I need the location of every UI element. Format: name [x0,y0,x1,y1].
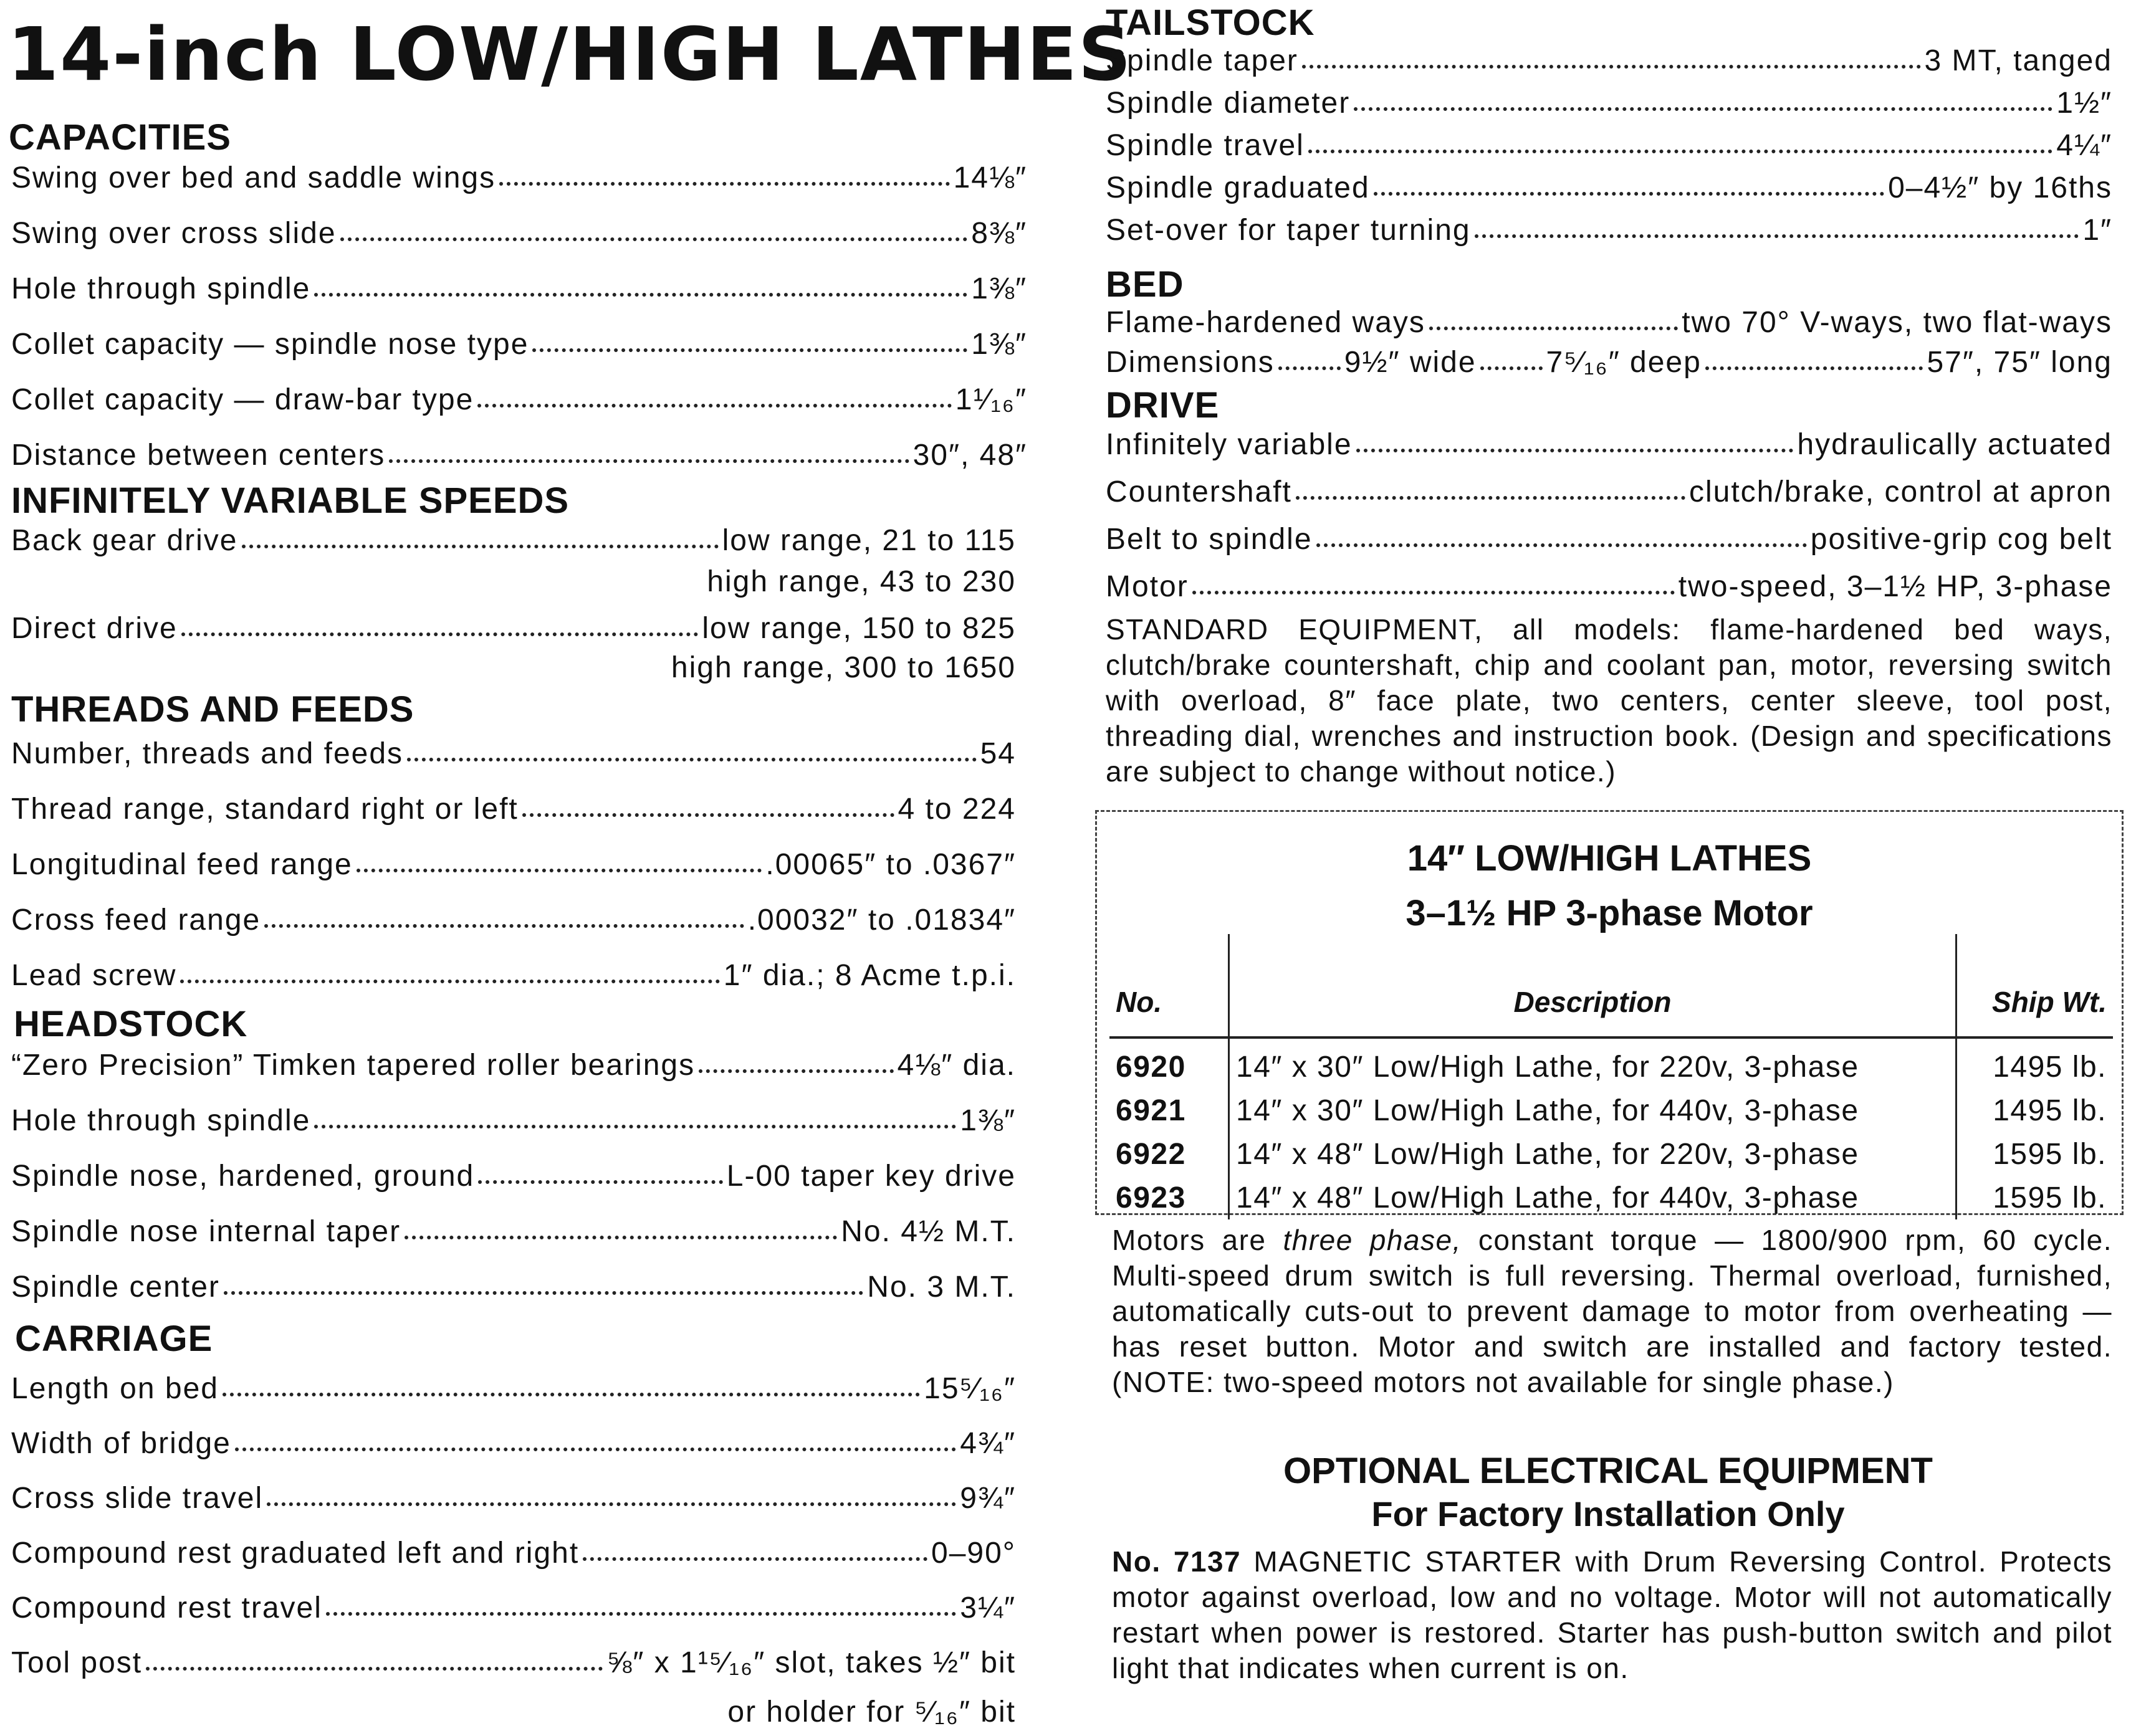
spec-label: Hole through spindle [11,1104,311,1137]
cell-description: 14″ x 48″ Low/High Lathe, for 440v, 3-phase [1229,1176,1956,1219]
spec-row [11,330,1027,360]
spec-label: Motor [1106,570,1189,603]
spec-value: 54 [980,737,1016,770]
spec-value: 4¼″ [2056,129,2112,162]
spec-row [1106,131,2112,161]
price-table-title: 14″ LOW/HIGH LATHES [1407,838,1812,879]
spec-row [1106,308,2112,338]
leader-dots [477,404,951,408]
spec-value: 1⅜″ [971,272,1027,305]
spec-label: Length on bed [11,1372,219,1405]
spec-label: Collet capacity — draw-bar type [11,383,474,416]
spec-value: low range, 150 to 825 [702,612,1016,645]
leader-dots [499,182,949,186]
bed-heading: BED [1106,264,1184,305]
leader-dots [1192,591,1675,594]
leader-dots [224,1291,863,1295]
spec-row [11,1648,1016,1678]
cell-catalog-no: 6923 [1116,1181,1186,1214]
leader-dots [389,459,909,463]
spec-value: ⅝″ x 1¹⁵⁄₁₆″ slot, takes ½″ bit [606,1646,1016,1679]
spec-value-continued: high range, 300 to 1650 [671,651,1016,684]
cell-catalog-no: 6922 [1116,1137,1186,1171]
spec-value: hydraulically actuated [1797,428,2112,461]
cell-ship-weight: 1595 lb. [1956,1132,2114,1176]
leader-dots [1475,234,2079,238]
spec-row [11,1051,1016,1080]
leader-dots [1374,192,1884,196]
spec-label: Compound rest travel [11,1591,322,1624]
spec-value-continued: or holder for ⁵⁄₁₆″ bit [727,1695,1016,1729]
dim-long: 57″, 75″ long [1927,346,2112,379]
spec-label: Infinitely variable [1106,428,1353,461]
spec-label: Longitudinal feed range [11,848,353,881]
leader-dots [326,1612,956,1616]
spec-label: Number, threads and feeds [11,737,404,770]
spec-label: Cross feed range [11,904,261,937]
leader-dots [1354,107,2052,111]
cell-catalog-no: 6921 [1116,1094,1186,1127]
item-number: No. 7137 [1112,1545,1242,1578]
spec-row [1106,46,2112,76]
spec-label: Cross slide travel [11,1482,264,1515]
spec-label: Countershaft [1106,475,1292,508]
spec-value: positive-grip cog belt [1810,523,2112,556]
spec-row [11,1484,1016,1514]
leader-dots [146,1667,603,1671]
optional-equipment-heading: OPTIONAL ELECTRICAL EQUIPMENT [1283,1451,1933,1491]
spec-row [11,1106,1016,1136]
spec-value: 0–90° [931,1537,1016,1570]
leader-dots [1356,449,1794,452]
speeds-heading: INFINITELY VARIABLE SPEEDS [11,480,570,521]
spec-value: 1½″ [2056,87,2112,120]
spec-label: Spindle nose internal taper [11,1215,401,1248]
spec-value: .00065″ to .0367″ [765,848,1016,881]
spec-label: Swing over cross slide [11,217,337,250]
spec-label: Flame-hardened ways [1106,306,1425,339]
leader-dots [264,924,744,928]
drive-heading: DRIVE [1106,385,1220,426]
item-description: MAGNETIC STARTER with Drum Reversing Control. Protects motor against overload, low and no voltage. Motor will not automatically restart when power is restored. Starter has push-button switch and pilot light that indicates when current is on. [1112,1545,2112,1684]
leader-dots [1480,366,1543,370]
spec-value: 1⅜″ [971,328,1027,361]
spec-row [11,1374,1016,1404]
spec-row [1106,173,2112,203]
cell-description: 14″ x 30″ Low/High Lathe, for 440v, 3-phase [1229,1089,1956,1132]
spec-label: Spindle center [11,1271,220,1304]
dim-deep: 7⁵⁄₁₆″ deep [1546,346,1702,379]
price-table-subtitle: 3–1½ HP 3-phase Motor [1406,893,1813,933]
table-row [1109,1089,2113,1132]
spec-label: Compound rest graduated left and right [11,1537,580,1570]
spec-row [1106,572,2112,602]
table-row [1109,1132,2113,1176]
leader-dots [532,348,967,352]
spec-row [11,385,1027,415]
spec-label: Back gear drive [11,524,238,557]
spec-value: 8⅜″ [971,217,1027,250]
carriage-heading: CARRIAGE [15,1319,213,1359]
spec-value: 14⅛″ [953,161,1027,194]
spec-label: Thread range, standard right or left [11,793,519,826]
spec-label: Swing over bed and saddle wings [11,161,496,194]
leader-dots [1308,150,2052,153]
spec-value: 1″ dia.; 8 Acme t.p.i. [723,959,1016,992]
spec-value: 1⅜″ [960,1104,1016,1137]
leader-dots [235,1447,956,1451]
leader-dots [1296,496,1685,500]
spec-row [11,219,1027,249]
leader-dots [267,1502,956,1506]
spec-value: .00032″ to .01834″ [747,904,1016,937]
spec-row [1106,525,2112,555]
spec-label: Distance between centers [11,439,386,472]
spec-value: 30″, 48″ [912,439,1027,472]
spec-row [11,1272,1016,1302]
spec-row [1106,477,2112,507]
spec-value: 4⅛″ dia. [897,1049,1016,1082]
tailstock-heading: TAILSTOCK [1106,2,1315,43]
spec-label: Set-over for taper turning [1106,214,1471,247]
optional-equipment-subheading: For Factory Installation Only [1371,1494,1845,1533]
spec-row [11,1161,1016,1191]
spec-row [11,1217,1016,1247]
price-table-body [1109,1037,2113,1219]
spec-label: Collet capacity — spindle nose type [11,328,529,361]
leader-dots [478,1180,723,1184]
spec-row [11,163,1027,193]
cell-catalog-no: 6920 [1116,1050,1186,1084]
col-header-no: No. [1116,986,1162,1018]
spec-row [1106,88,2112,118]
bed-dimensions-row [1106,348,2112,378]
spec-value: No. 3 M.T. [867,1271,1016,1304]
leader-dots [1316,543,1807,547]
leader-dots [699,1069,893,1073]
col-header-description: Description [1229,934,1956,1037]
cell-description: 14″ x 48″ Low/High Lathe, for 220v, 3-phase [1229,1132,1956,1176]
leader-dots [522,813,894,817]
spec-value-continued: high range, 43 to 230 [707,565,1016,598]
spec-value: 15⁵⁄₁₆″ [924,1372,1016,1405]
table-header-row [1109,934,2113,1037]
spec-row [1106,430,2112,460]
spec-value: 1″ [2082,214,2112,247]
magnetic-starter-text [1112,1544,2112,1686]
spec-value: 3¼″ [960,1591,1016,1624]
leader-dots [314,293,967,297]
leader-dots [1302,65,1921,69]
capacities-heading: CAPACITIES [9,117,231,158]
spec-row [1106,216,2112,246]
spec-value: 0–4½″ by 16ths [1888,171,2112,204]
spec-label: Belt to spindle [1106,523,1313,556]
threads-heading: THREADS AND FEEDS [11,689,414,730]
leader-dots [314,1125,956,1128]
spec-value: 3 MT, tanged [1924,44,2112,77]
spec-label: Spindle graduated [1106,171,1370,204]
table-row [1109,1176,2113,1219]
table-row [1109,1037,2113,1089]
motors-note-italic: three phase, [1283,1224,1462,1256]
col-header-ship-weight: Ship Wt. [1956,934,2114,1037]
spec-value: 4 to 224 [898,793,1016,826]
spec-value: clutch/brake, control at apron [1688,475,2112,508]
standard-equipment-text: STANDARD EQUIPMENT, all models: flame-hardened bed ways, clutch/brake countershaft, chip and coolant pan, motor, reversing switch with overload, 8″ face plate, two centers, center sleeve, tool post, threading dial, wrenches and instruction book. (Design and specifications are subject to change without notice.) [1106,613,2112,788]
spec-value: two-speed, 3–1½ HP, 3-phase [1678,570,2112,603]
leader-dots [1429,327,1678,330]
spec-label: Spindle taper [1106,44,1298,77]
leader-dots [405,1236,837,1239]
spec-row [11,1593,1016,1623]
spec-row [11,1429,1016,1459]
page-title: 14-inch LOW/HIGH LATHES [7,11,1133,97]
spec-label: “Zero Precision” Timken tapered roller bearings [11,1049,696,1082]
spec-value: L-00 taper key drive [726,1160,1016,1193]
spec-label: Tool post [11,1646,143,1679]
spec-row [11,850,1016,880]
cell-ship-weight: 1495 lb. [1956,1037,2114,1089]
leader-dots [340,237,968,241]
spec-row [11,274,1027,304]
motors-note-text: Motors are [1112,1224,1283,1256]
cell-description: 14″ x 30″ Low/High Lathe, for 220v, 3-phase [1229,1037,1956,1089]
cell-ship-weight: 1595 lb. [1956,1176,2114,1219]
leader-dots [1705,366,1923,370]
price-table [1109,934,2113,1219]
spec-label: Hole through spindle [11,272,311,305]
leader-dots [242,545,719,548]
headstock-heading: HEADSTOCK [14,1004,248,1044]
dim-wide: 9½″ wide [1344,346,1477,379]
motors-note-text: constant torque — 1800/900 rpm, 60 cycle. Multi-speed drum switch is full reversing. Thermal overload, furnished, automatically cuts-out to prevent damage to motor from overheating — has reset button. Motor and switch are installed and factory tested. (NOTE: two-speed motors not available for single phase.) [1112,1224,2112,1398]
spec-label: Dimensions [1106,346,1275,379]
leader-dots [180,980,719,983]
spec-value: No. 4½ M.T. [841,1215,1016,1248]
spec-value: two 70° V-ways, two flat-ways [1682,306,2112,339]
spec-row [11,614,1016,644]
spec-row [11,526,1016,556]
price-table-box [1095,810,2124,1215]
spec-row [11,905,1016,935]
motors-note [1112,1223,2112,1400]
spec-value: low range, 21 to 115 [722,524,1016,557]
spec-value: 1¹⁄₁₆″ [955,383,1027,416]
leader-dots [583,1557,927,1561]
leader-dots [357,869,762,872]
spec-value: 9¾″ [960,1482,1016,1515]
spec-row [11,441,1027,470]
leader-dots [223,1393,920,1396]
spec-row [11,794,1016,824]
spec-label: Spindle travel [1106,129,1305,162]
spec-label: Width of bridge [11,1427,231,1460]
leader-dots [181,632,699,636]
spec-label: Direct drive [11,612,178,645]
cell-ship-weight: 1495 lb. [1956,1089,2114,1132]
leader-dots [407,758,977,761]
spec-label: Lead screw [11,959,177,992]
spec-row [11,739,1016,769]
spec-value: 4¾″ [960,1427,1016,1460]
spec-row [11,1538,1016,1568]
leader-dots [1278,366,1341,370]
spec-row [11,961,1016,991]
spec-label: Spindle nose, hardened, ground [11,1160,475,1193]
spec-label: Spindle diameter [1106,87,1351,120]
